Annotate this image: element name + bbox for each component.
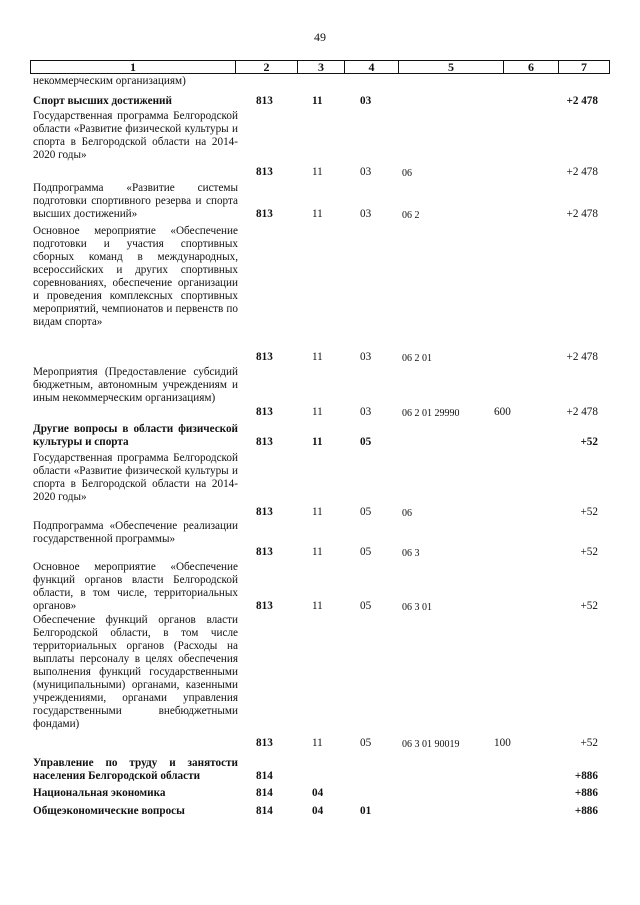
row-name: Управление по труду и занятости населения Белгородской области [33,757,238,782]
cell-amount: +2 478 [566,95,598,107]
cell-target: 06 2 01 [402,353,432,364]
table-row [30,805,610,818]
cell-target: 06 3 [402,548,420,559]
cell-target: 06 [402,168,412,179]
cell-target: 06 [402,508,412,519]
row-name: Подпрограмма «Развитие системы подготовки спортивного резерва и спорта высших достижений» [33,182,238,220]
header-col-5: 5 [399,61,504,73]
table-row [30,225,610,365]
row-name: Основное мероприятие «Обеспечение подготовки и участия спортивных сборных команд в международных, всероссийских и других спортивных соревнованиях, обеспечение организации и проведения комплексных спортивных мероприятий, чемпионатов и первенств по видам спорта» [33,225,238,328]
cell-section: 11 [312,546,323,558]
header-col-1: 1 [31,61,236,73]
table-row [30,110,610,179]
table-row [30,75,610,88]
row-name: некоммерческим организациям) [33,75,186,87]
cell-ministry: 814 [256,805,273,817]
table-row [30,182,610,221]
header-col-2: 2 [236,61,298,73]
cell-amount: +52 [580,546,598,558]
cell-ministry: 813 [256,406,273,418]
cell-ministry: 814 [256,770,273,782]
cell-ministry: 813 [256,506,273,518]
cell-ministry: 813 [256,166,273,178]
cell-expense-type: 600 [494,406,511,418]
header-col-3: 3 [298,61,345,73]
row-name: Обеспечение функций органов власти Белгородской области, в том числе территориальных органов (Расходы на выплаты персоналу в целях обеспечения выполнения функций государственными (муниципальными) органами, казенными учреждениями, органами управления государственными внебюджетными фондами) [33,614,238,730]
table-row [30,614,610,754]
cell-subsection: 03 [360,208,372,220]
row-name: Мероприятия (Предоставление субсидий бюджетным, автономным учреждениям и иным некоммерческим организациям) [33,366,238,404]
cell-section: 11 [312,600,323,612]
cell-subsection: 03 [360,351,372,363]
cell-subsection: 01 [360,805,372,817]
cell-section: 04 [312,805,324,817]
cell-section: 11 [312,436,323,448]
cell-section: 11 [312,737,323,749]
cell-subsection: 05 [360,737,372,749]
cell-ministry: 813 [256,600,273,612]
cell-amount: +2 478 [566,166,598,178]
row-name: Основное мероприятие «Обеспечение функций органов власти Белгородской области, в том числе, территориальных органов» [33,561,238,612]
table-row [30,757,610,783]
header-col-4: 4 [345,61,399,73]
cell-amount: +2 478 [566,208,598,220]
cell-amount: +52 [580,737,598,749]
table-row [30,787,610,800]
table-row [30,366,610,418]
row-name: Подпрограмма «Обеспечение реализации государственной программы» [33,520,238,545]
cell-subsection: 05 [360,506,372,518]
table-header [30,60,610,74]
cell-ministry: 813 [256,546,273,558]
row-name: Другие вопросы в области физической культуры и спорта [33,423,238,448]
cell-subsection: 03 [360,406,372,418]
cell-expense-type: 100 [494,737,511,749]
cell-subsection: 05 [360,546,372,558]
cell-subsection: 03 [360,95,372,107]
cell-target: 06 3 01 90019 [402,739,460,750]
cell-amount: +52 [580,506,598,518]
header-col-7: 7 [581,60,587,74]
cell-section: 11 [312,506,323,518]
cell-ministry: 813 [256,208,273,220]
cell-subsection: 05 [360,436,372,448]
cell-amount: +52 [580,600,598,612]
cell-section: 11 [312,208,323,220]
cell-amount: +886 [574,805,598,817]
header-col-6: 6 [504,61,559,73]
cell-subsection: 05 [360,600,372,612]
cell-section: 11 [312,406,323,418]
cell-amount: +2 478 [566,406,598,418]
cell-amount: +2 478 [566,351,598,363]
table-row [30,520,610,559]
cell-amount: +886 [574,770,598,782]
cell-target: 06 2 01 29990 [402,408,460,419]
cell-ministry: 814 [256,787,273,799]
cell-section: 11 [312,95,323,107]
row-name: Государственная программа Белгородской области «Развитие физической культуры и спорта в Белгородской области на 2014-2020 годы» [33,110,238,161]
cell-target: 06 2 [402,210,420,221]
row-name: Спорт высших достижений [33,95,172,107]
cell-target: 06 3 01 [402,602,432,613]
row-name: Государственная программа Белгородской области «Развитие физической культуры и спорта в Белгородской области на 2014-2020 годы» [33,452,238,503]
row-name: Общеэкономические вопросы [33,805,185,817]
table-row [30,452,610,517]
cell-ministry: 813 [256,351,273,363]
table-row [30,561,610,613]
table-row [30,95,610,108]
page-number: 49 [314,30,326,44]
table-row [30,423,610,449]
cell-amount: +886 [574,787,598,799]
cell-amount: +52 [580,436,598,448]
cell-ministry: 813 [256,737,273,749]
cell-section: 11 [312,166,323,178]
cell-section: 04 [312,787,324,799]
cell-ministry: 813 [256,95,273,107]
row-name: Национальная экономика [33,787,166,799]
cell-subsection: 03 [360,166,372,178]
cell-ministry: 813 [256,436,273,448]
cell-section: 11 [312,351,323,363]
